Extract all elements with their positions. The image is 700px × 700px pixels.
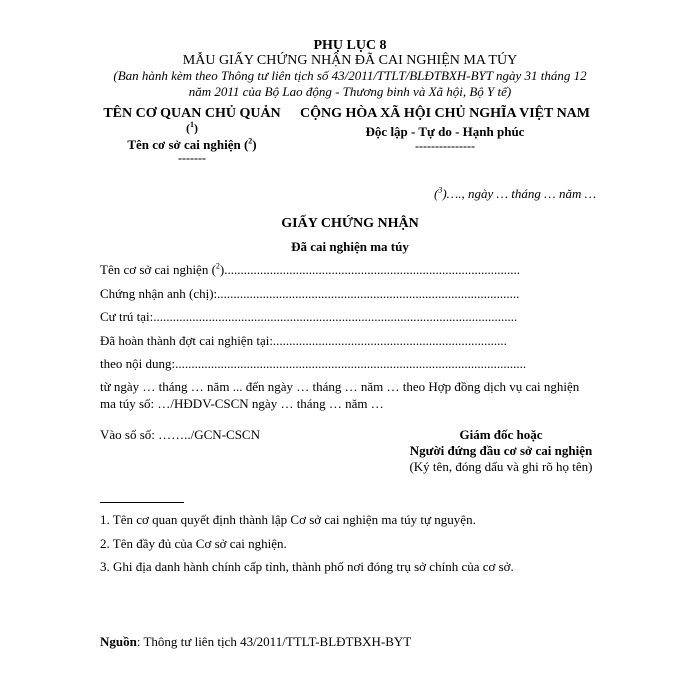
agency-footnote-ref: ($^1$) <box>186 120 198 135</box>
right-divider: --------------- <box>415 139 475 153</box>
field-residence: Cư trú tại:................................................................................................................ <box>100 309 518 324</box>
signature-block <box>376 427 626 475</box>
field-person: Chứng nhận anh (chị):............................................................................................. <box>100 286 520 301</box>
field-content: theo nội dung:............................................................................................................ <box>100 356 527 371</box>
country-block <box>290 106 600 154</box>
source-line <box>100 634 411 650</box>
field-period-line1: từ ngày … tháng … năm ... đến ngày … tháng … năm … theo Hợp đồng dịch vụ cai nghiện <box>100 379 580 394</box>
signature-instruction: (Ký tên, đóng dấu và ghi rõ họ tên) <box>409 459 593 474</box>
field-completed-at: Đã hoàn thành đợt cai nghiện tại:........................................................................ <box>100 333 507 348</box>
footnote-separator <box>100 502 184 503</box>
national-motto: Độc lập - Tự do - Hạnh phúc <box>365 124 525 139</box>
country-name: CỘNG HÒA XÃ HỘI CHỦ NGHĨA VIỆT NAM <box>299 106 590 121</box>
signer-role-line1: Giám đốc hoặc <box>459 427 543 442</box>
left-divider: ------- <box>178 151 206 165</box>
signer-role-line2: Người đứng đầu cơ sở cai nghiện <box>409 443 593 458</box>
field-period-line2: ma túy số: …/HĐDV-CSCN ngày … tháng … năm … <box>100 396 384 411</box>
appendix-heading: PHỤ LỤC 8 <box>313 38 387 53</box>
form-title: MẪU GIẤY CHỨNG NHẬN ĐÃ CAI NGHIỆN MA TÚY <box>182 53 518 68</box>
footnote-1: 1. Tên cơ quan quyết định thành lập Cơ sở cai nghiện ma túy tự nguyện. <box>100 512 476 527</box>
certificate-title: GIẤY CHỨNG NHẬN <box>281 216 419 231</box>
issued-note-line1: (Ban hành kèm theo Thông tư liên tịch số 43/2011/TTLT/BLĐTBXH-BYT ngày 31 tháng 12 <box>113 68 587 83</box>
agency-block <box>92 106 292 166</box>
place-date: ($^3$)…., ngày … tháng … năm … <box>434 185 597 201</box>
footnote-2: 2. Tên đầy đủ của Cơ sở cai nghiện. <box>100 536 287 551</box>
register-number: Vào sổ số: ……../GCN-CSCN <box>100 427 260 442</box>
source-label: Nguồn <box>100 634 137 649</box>
field-facility: Tên cơ sở cai nghiện ($^2$)........................................................................................... <box>100 261 520 277</box>
issued-note-line2: năm 2011 của Bộ Lao động - Thương binh và Xã hội, Bộ Y tế) <box>188 84 512 99</box>
facility-name: Tên cơ sở cai nghiện ($^2$) <box>127 136 257 152</box>
source-text: : Thông tư liên tịch 43/2011/TTLT-BLĐTBXH-BYT <box>136 634 412 649</box>
agency-name: TÊN CƠ QUAN CHỦ QUẢN <box>103 106 281 121</box>
certificate-subtitle: Đã cai nghiện ma túy <box>291 239 409 254</box>
footnote-3: 3. Ghi địa danh hành chính cấp tỉnh, thành phố nơi đóng trụ sở chính của cơ sở. <box>100 559 514 574</box>
